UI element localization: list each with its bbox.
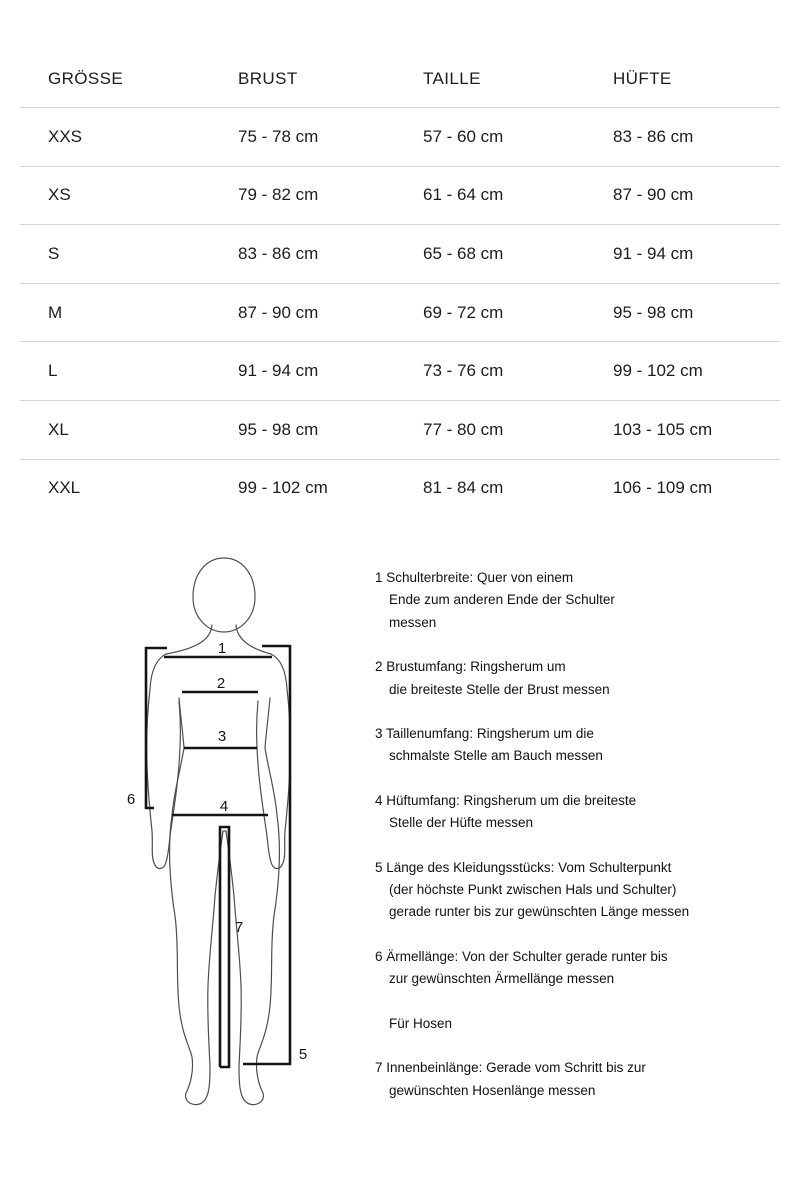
- instruction-item: [375, 1013, 800, 1035]
- table-row: [20, 459, 780, 517]
- size-cell: XL: [20, 400, 210, 459]
- instruction-line: gewünschten Hosenlänge messen: [389, 1082, 596, 1098]
- measurement-cell: 106 - 109 cm: [585, 459, 780, 517]
- table-row: [20, 166, 780, 225]
- instruction-line: 6 Ärmellänge: Von der Schulter gerade runter bis: [375, 948, 668, 964]
- measurement-labels: [127, 640, 307, 1063]
- instruction-line: 5 Länge des Kleidungsstücks: Vom Schulterpunkt: [375, 859, 672, 875]
- measurement-cell: 75 - 78 cm: [210, 108, 395, 167]
- measurement-cell: 61 - 64 cm: [395, 166, 585, 225]
- instruction-line: 3 Taillenumfang: Ringsherum um die: [375, 726, 594, 742]
- size-table: [20, 0, 780, 517]
- measurement-cell: 87 - 90 cm: [585, 166, 780, 225]
- instruction-item: [375, 857, 800, 924]
- size-table-header-row: [20, 0, 780, 108]
- measurement-cell: 83 - 86 cm: [210, 225, 395, 284]
- body-measurement-diagram: [110, 548, 370, 1108]
- garment-length-bracket: [243, 646, 290, 1064]
- size-cell: XXL: [20, 459, 210, 517]
- measurement-cell: 83 - 86 cm: [585, 108, 780, 167]
- measurement-cell: 79 - 82 cm: [210, 166, 395, 225]
- label-chest: 2: [216, 675, 226, 692]
- size-table-body: [20, 108, 780, 518]
- sleeve-bracket: [146, 648, 167, 808]
- size-cell: XXS: [20, 108, 210, 167]
- instruction-line: Stelle der Hüfte messen: [389, 815, 534, 831]
- instruction-line: gerade runter bis zur gewünschten Länge messen: [389, 904, 690, 920]
- instruction-line: Für Hosen: [389, 1015, 453, 1031]
- table-row: [20, 108, 780, 167]
- label-waist: 3: [217, 728, 227, 745]
- column-header: BRUST: [238, 69, 298, 88]
- column-header: GRÖSSE: [48, 69, 124, 88]
- measurement-cell: 103 - 105 cm: [585, 400, 780, 459]
- left-arm-outline: [147, 654, 181, 869]
- measurement-cell: 95 - 98 cm: [210, 400, 395, 459]
- measurement-cell: 69 - 72 cm: [395, 283, 585, 342]
- head-outline: [193, 558, 255, 632]
- instruction-line: 2 Brustumfang: Ringsherum um: [375, 659, 566, 675]
- instruction-item: [375, 656, 800, 701]
- instruction-line: 7 Innenbeinlänge: Gerade vom Schritt bis zur: [375, 1060, 646, 1076]
- column-header: HÜFTE: [613, 69, 672, 88]
- size-cell: M: [20, 283, 210, 342]
- torso-legs-outline: [170, 698, 280, 1105]
- measurement-cell: 73 - 76 cm: [395, 342, 585, 401]
- measurement-cell: 81 - 84 cm: [395, 459, 585, 517]
- table-row: [20, 225, 780, 284]
- neck-left-outline: [166, 625, 212, 654]
- instructions: [375, 567, 800, 1124]
- measurement-cell: 77 - 80 cm: [395, 400, 585, 459]
- instruction-line: (der höchste Punkt zwischen Hals und Schulter): [389, 882, 677, 898]
- instruction-line: messen: [389, 614, 437, 630]
- neck-right-outline: [236, 625, 271, 654]
- label-hip: 4: [219, 798, 229, 815]
- instruction-item: [375, 723, 800, 768]
- instruction-line: zur gewünschten Ärmellänge messen: [389, 971, 615, 987]
- measurement-cell: 95 - 98 cm: [585, 283, 780, 342]
- measurement-cell: 91 - 94 cm: [585, 225, 780, 284]
- label-shoulder: 1: [217, 640, 227, 657]
- table-row: [20, 400, 780, 459]
- table-row: [20, 342, 780, 401]
- size-cell: XS: [20, 166, 210, 225]
- instruction-item: [375, 1057, 800, 1102]
- instruction-line: die breiteste Stelle der Brust messen: [389, 681, 610, 697]
- measurement-cell: 57 - 60 cm: [395, 108, 585, 167]
- inseam-lines: [220, 827, 229, 1067]
- instruction-line: schmalste Stelle am Bauch messen: [389, 748, 603, 764]
- column-header: TAILLE: [423, 69, 481, 88]
- label-garment-length: 5: [298, 1046, 308, 1063]
- size-cell: S: [20, 225, 210, 284]
- measurement-cell: 87 - 90 cm: [210, 283, 395, 342]
- measurement-cell: 99 - 102 cm: [585, 342, 780, 401]
- measurement-cell: 99 - 102 cm: [210, 459, 395, 517]
- measurement-cell: 91 - 94 cm: [210, 342, 395, 401]
- instruction-item: [375, 790, 800, 835]
- size-cell: L: [20, 342, 210, 401]
- label-sleeve: 6: [126, 791, 136, 808]
- instruction-line: 4 Hüftumfang: Ringsherum um die breiteste: [375, 792, 637, 808]
- instruction-item: [375, 567, 800, 634]
- table-row: [20, 283, 780, 342]
- label-inseam: 7: [234, 919, 244, 936]
- measurement-cell: 65 - 68 cm: [395, 225, 585, 284]
- right-arm-outline: [257, 654, 291, 869]
- instruction-line: Ende zum anderen Ende der Schulter: [389, 592, 615, 608]
- instruction-item: [375, 946, 800, 991]
- instruction-line: 1 Schulterbreite: Quer von einem: [375, 570, 574, 585]
